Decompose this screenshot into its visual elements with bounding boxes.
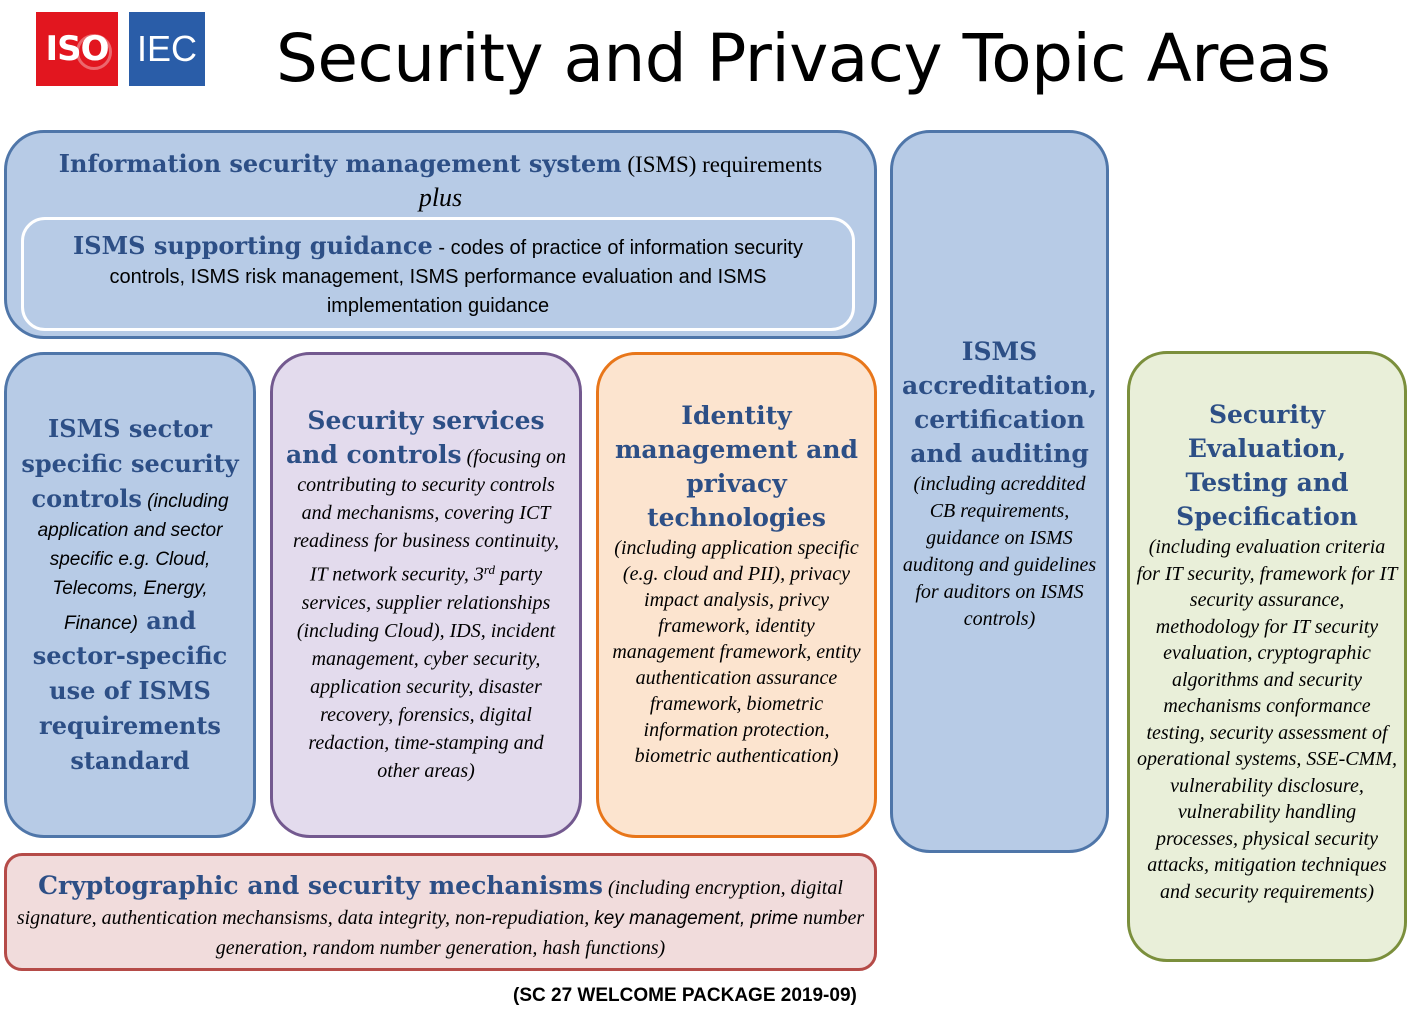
iec-logo bbox=[129, 12, 205, 86]
security-evaluation-box bbox=[1127, 351, 1407, 962]
isms-accreditation-text: (including acreddited CB requirements, guidance on ISMS auditong and guidelines for auditors on ISMS controls) bbox=[902, 473, 1097, 630]
isms-accreditation-content bbox=[899, 335, 1100, 633]
page-title: Security and Privacy Topic Areas bbox=[276, 20, 1331, 97]
iec-logo-text: IEC bbox=[136, 28, 197, 69]
isms-requirements-box bbox=[4, 130, 877, 339]
cryptographic-mechanisms-box bbox=[4, 853, 877, 971]
security-services-content bbox=[285, 404, 567, 785]
security-services-text-a: (focusing on contributing to security controls and mechanisms, covering ICT readiness for business continuity, IT network security, 3 bbox=[293, 446, 567, 586]
security-evaluation-heading: Security Evaluation, Testing and Specification bbox=[1176, 400, 1358, 531]
isms-accreditation-heading: ISMS accreditation, certification and auditing bbox=[901, 337, 1098, 468]
identity-management-box bbox=[596, 352, 877, 838]
isms-sector-box bbox=[4, 352, 256, 838]
cryptographic-mechanisms-text-a: (including encryption, digital signature, authentication mechansisms, data integrity, non-repudiation, bbox=[16, 877, 843, 929]
security-services-heading: Security services and controls bbox=[285, 406, 545, 470]
isms-requirements-heading: Information security management system bbox=[58, 149, 622, 178]
isms-guidance-heading: ISMS supporting guidance bbox=[73, 231, 433, 260]
isms-requirements-rest: (ISMS) requirements bbox=[621, 152, 823, 177]
cryptographic-mechanisms-text-c: number generation, random number generation, hash functions) bbox=[215, 907, 865, 959]
identity-management-text: (including application specific (e.g. cloud and PII), privacy impact analysis, privcy framework, identity management framework, entity authentication assurance framework, biometric information protection, biometric authentication) bbox=[612, 537, 861, 767]
isms-sector-heading-2: and sector-specific use of ISMS requirements standard bbox=[32, 605, 228, 775]
identity-management-content bbox=[609, 399, 864, 769]
security-evaluation-content bbox=[1136, 398, 1398, 905]
isms-accreditation-box bbox=[890, 130, 1109, 853]
identity-management-heading: Identity management and privacy technologies bbox=[614, 401, 859, 532]
isms-plus-label: plus bbox=[418, 183, 463, 212]
security-services-box bbox=[270, 352, 582, 838]
footer-source: (SC 27 WELCOME PACKAGE 2019-09) bbox=[513, 985, 857, 1006]
isms-sector-content bbox=[17, 412, 243, 779]
cryptographic-mechanisms-heading: Cryptographic and security mechanisms bbox=[38, 871, 603, 900]
isms-sector-heading: ISMS sector specific security controls bbox=[21, 413, 239, 513]
iso-logo-text: ISO bbox=[45, 29, 109, 69]
security-evaluation-text: (including evaluation criteria for IT security, framework for IT security assurance, methodology for IT security evaluation, cryptographic algorithms and security mechanisms conformance testing, security assessment of operational systems, SSE-CMM, vulnerability disclosure, vulnerability handling processes, physical security attacks, mitigation techniques and security requirements) bbox=[1136, 536, 1398, 903]
cryptographic-mechanisms-text-b: key management, prime bbox=[594, 908, 799, 929]
isms-requirements-line bbox=[7, 149, 874, 179]
iso-logo bbox=[36, 12, 118, 86]
isms-sector-note: (including application and sector specific e.g. Cloud, Telecoms, Energy, Finance) bbox=[37, 490, 229, 634]
isms-guidance-box bbox=[21, 217, 855, 331]
isms-guidance-text: - codes of practice of information security controls, ISMS risk management, ISMS performance evaluation and ISMS implementation guidance bbox=[109, 237, 803, 317]
cryptographic-mechanisms-content bbox=[13, 872, 868, 964]
security-services-text-b: party services, supplier relationships (including Cloud), IDS, incident management, cyber security, application security, disaster recovery, forensics, digital redaction, time-stamping and other areas) bbox=[296, 563, 556, 782]
security-services-sup: rd bbox=[483, 562, 495, 578]
